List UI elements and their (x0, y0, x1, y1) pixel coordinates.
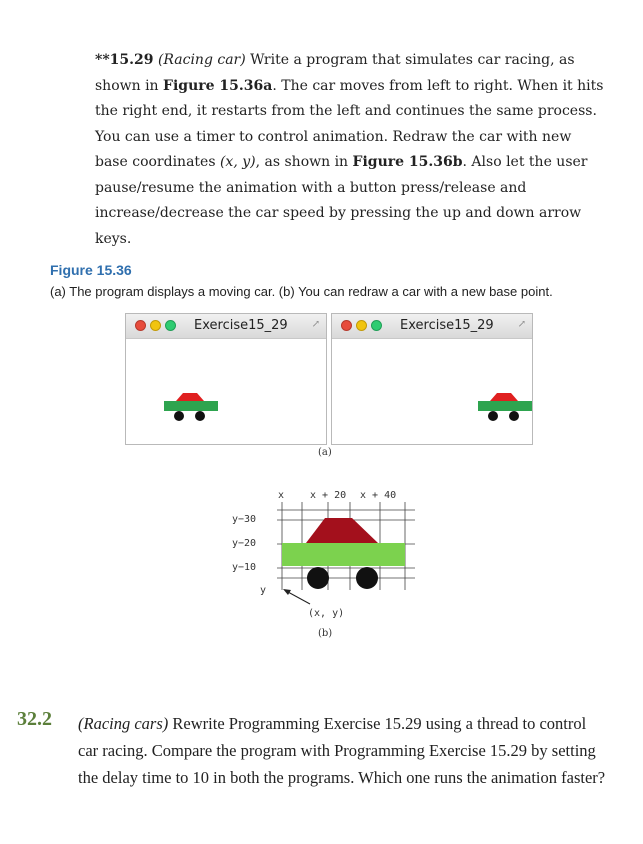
car-wheel (509, 411, 519, 421)
diagram-car-body (282, 543, 405, 566)
coordinates: (x, y) (219, 154, 256, 170)
car-coordinate-diagram (220, 480, 430, 630)
exercise-title: (Racing car) (157, 52, 246, 68)
car-body (164, 401, 218, 411)
base-point-label: (x, y) (308, 608, 345, 619)
car-wheel (488, 411, 498, 421)
figure-caption: (a) The program displays a moving car. (b) You can redraw a car with a new base point. (50, 284, 553, 299)
title-bar[interactable] (126, 314, 326, 339)
arrow-head (283, 589, 291, 595)
close-icon[interactable] (341, 320, 352, 331)
car-canvas (332, 339, 532, 444)
y-label: y (260, 585, 267, 596)
title-bar[interactable] (332, 314, 532, 339)
subfigure-label-b: (b) (318, 628, 333, 639)
x-label: x (278, 490, 285, 501)
exercise-number: **15.29 (95, 52, 154, 68)
minimize-icon[interactable] (356, 320, 367, 331)
diagram-car-roof (306, 518, 378, 543)
figure-reference: Figure 15.36a (163, 77, 273, 94)
exercise-32-2-text (78, 710, 608, 791)
minimize-icon[interactable] (150, 320, 161, 331)
resize-icon[interactable]: ↗ (517, 319, 526, 330)
car-wheel (195, 411, 205, 421)
window-title: Exercise15_29 (400, 318, 494, 333)
car-canvas (126, 339, 326, 444)
text-run: . Also let the user pause/resume the animation with a button press/release and increase/decrease the car speed by pressing the up and down arrow keys. (95, 154, 588, 247)
exercise-title: (Racing cars) (78, 714, 169, 733)
diagram-wheel (356, 567, 378, 589)
x-label: x + 20 (310, 490, 347, 501)
text-run: Rewrite Programming Exercise 15.29 using a thread to control car racing. Compare the program with Programming Exercise 15.29 by setting the delay time to 10 in both the programs. Which one runs the animation faster? (78, 714, 606, 787)
car-roof (490, 393, 518, 401)
y-label: y−10 (232, 562, 257, 573)
car-body (478, 401, 532, 411)
car-wheel (174, 411, 184, 421)
x-label: x + 40 (360, 490, 397, 501)
maximize-icon[interactable] (165, 320, 176, 331)
close-icon[interactable] (135, 320, 146, 331)
text-run: . The car moves from left to right. When it hits the right end, it restarts from the left and continues the same process. You can use a timer to control animation. Redraw the car with new base coordinates (95, 77, 604, 170)
exercise-window-right (331, 313, 533, 445)
maximize-icon[interactable] (371, 320, 382, 331)
diagram-wheel (307, 567, 329, 589)
y-label: y−20 (232, 538, 257, 549)
text-run: , as shown in (255, 154, 353, 170)
figure-reference: Figure 15.36b (352, 154, 463, 170)
figure-title: Figure 15.36 (50, 262, 132, 278)
text-run: Write a program that simulates car racing, as shown in (95, 52, 575, 94)
car-roof (176, 393, 204, 401)
base-point-arrow (288, 592, 310, 604)
y-label: y−30 (232, 514, 257, 525)
exercise-15-29-text (95, 48, 605, 252)
resize-icon[interactable]: ↗ (311, 319, 320, 330)
subfigure-label-a: (a) (318, 447, 332, 458)
exercise-window-left (125, 313, 327, 445)
exercise-number: 32.2 (17, 708, 52, 730)
window-title: Exercise15_29 (194, 318, 288, 333)
